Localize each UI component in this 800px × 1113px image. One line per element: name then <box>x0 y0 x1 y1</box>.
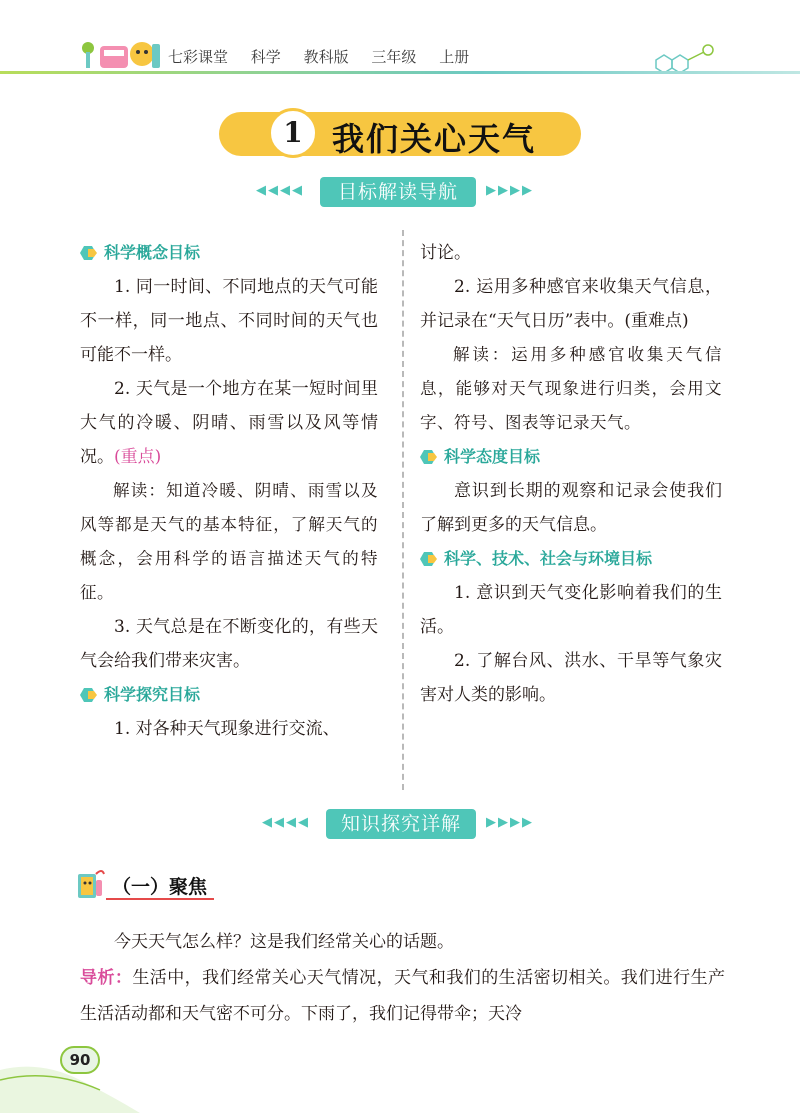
analysis-text: 生活中，我们经常关心天气情况，天气和我们的生活密切相关。我们进行生产生活活动都和天气密不可分。下雨了，我们记得带伞；天冷 <box>80 968 726 1024</box>
concept-goal-heading: 科学概念目标 <box>80 236 378 270</box>
lesson-number: 1 <box>268 108 318 158</box>
concept-goal-2-interpretation: 解读：知道冷暖、阴晴、雨雪以及风等都是天气的基本特征，了解天气的概念，会用科学的语言描述天气的特征。 <box>80 481 378 602</box>
goals-banner: 目标解读导航 <box>320 177 476 207</box>
sts-goal-1: 1. 意识到天气变化影响着我们的生活。 <box>420 583 722 637</box>
knowledge-banner: 知识探究详解 <box>326 809 476 839</box>
concept-goal-3: 3. 天气总是在不断变化的，有些天气会给我们带来灾害。 <box>80 617 378 671</box>
column-divider <box>402 230 406 790</box>
focus-question: 今天天气怎么样？这是我们经常关心的话题。 <box>114 932 454 952</box>
concept-goal-2: 2. 天气是一个地方在某一短时间里大气的冷暖、阴晴、雨雪以及风等情况。(重点) <box>80 379 378 467</box>
sts-goal-2: 2. 了解台风、洪水、干旱等气象灾害对人类的影响。 <box>420 651 722 705</box>
focus-section-title: （一）聚焦 <box>112 876 208 898</box>
focus-underline <box>106 898 214 900</box>
attitude-goal-1: 意识到长期的观察和记录会使我们了解到更多的天气信息。 <box>420 481 722 535</box>
book-mascot-icon <box>74 866 108 902</box>
banner-arrows-left-icon: ◀◀◀◀ <box>262 815 310 830</box>
banner-arrows-right-icon: ▶▶▶▶ <box>486 183 534 198</box>
focus-analysis <box>80 960 725 1032</box>
inquiry-goal-2: 2. 运用多种感官来收集天气信息，并记录在“天气日历”表中。(重难点) <box>420 277 722 331</box>
key-point-tag: (重点) <box>114 447 162 467</box>
right-column <box>420 236 722 712</box>
concept-goal-1: 1. 同一时间、不同地点的天气可能不一样，同一地点、不同时间的天气也可能不一样。 <box>80 277 378 365</box>
sts-goal-heading: 科学、技术、社会与环境目标 <box>420 542 722 576</box>
inquiry-goal-heading: 科学探究目标 <box>80 678 378 712</box>
hexagon-bullet-icon <box>80 245 98 261</box>
header-rule <box>0 71 800 74</box>
analysis-label: 导析： <box>80 968 133 988</box>
header-edition: 教科版 <box>303 48 349 66</box>
hexagon-bullet-icon <box>420 449 438 465</box>
header-series-name: 七彩课堂 <box>168 48 229 66</box>
left-column <box>80 236 378 746</box>
header-series <box>168 46 487 67</box>
inquiry-goal-2-interpretation: 解读：运用多种感官收集天气信息，能够对天气现象进行归类，会用文字、符号、图表等记录天气。 <box>420 345 722 432</box>
hexagon-bullet-icon <box>80 687 98 703</box>
lesson-title: 我们关心天气 <box>332 120 537 158</box>
banner-arrows-right-icon: ▶▶▶▶ <box>486 815 534 830</box>
series-logo-icon <box>78 34 164 74</box>
inquiry-goal-1-end: 讨论。 <box>420 243 471 263</box>
attitude-goal-heading: 科学态度目标 <box>420 440 722 474</box>
page-number: 90 <box>60 1046 100 1074</box>
header-volume: 上册 <box>439 48 470 66</box>
header-grade: 三年级 <box>371 48 417 66</box>
header-subject: 科学 <box>250 48 281 66</box>
hexagon-bullet-icon <box>420 551 438 567</box>
banner-arrows-left-icon: ◀◀◀◀ <box>256 183 304 198</box>
inquiry-goal-1-start: 1. 对各种天气现象进行交流、 <box>114 719 340 739</box>
